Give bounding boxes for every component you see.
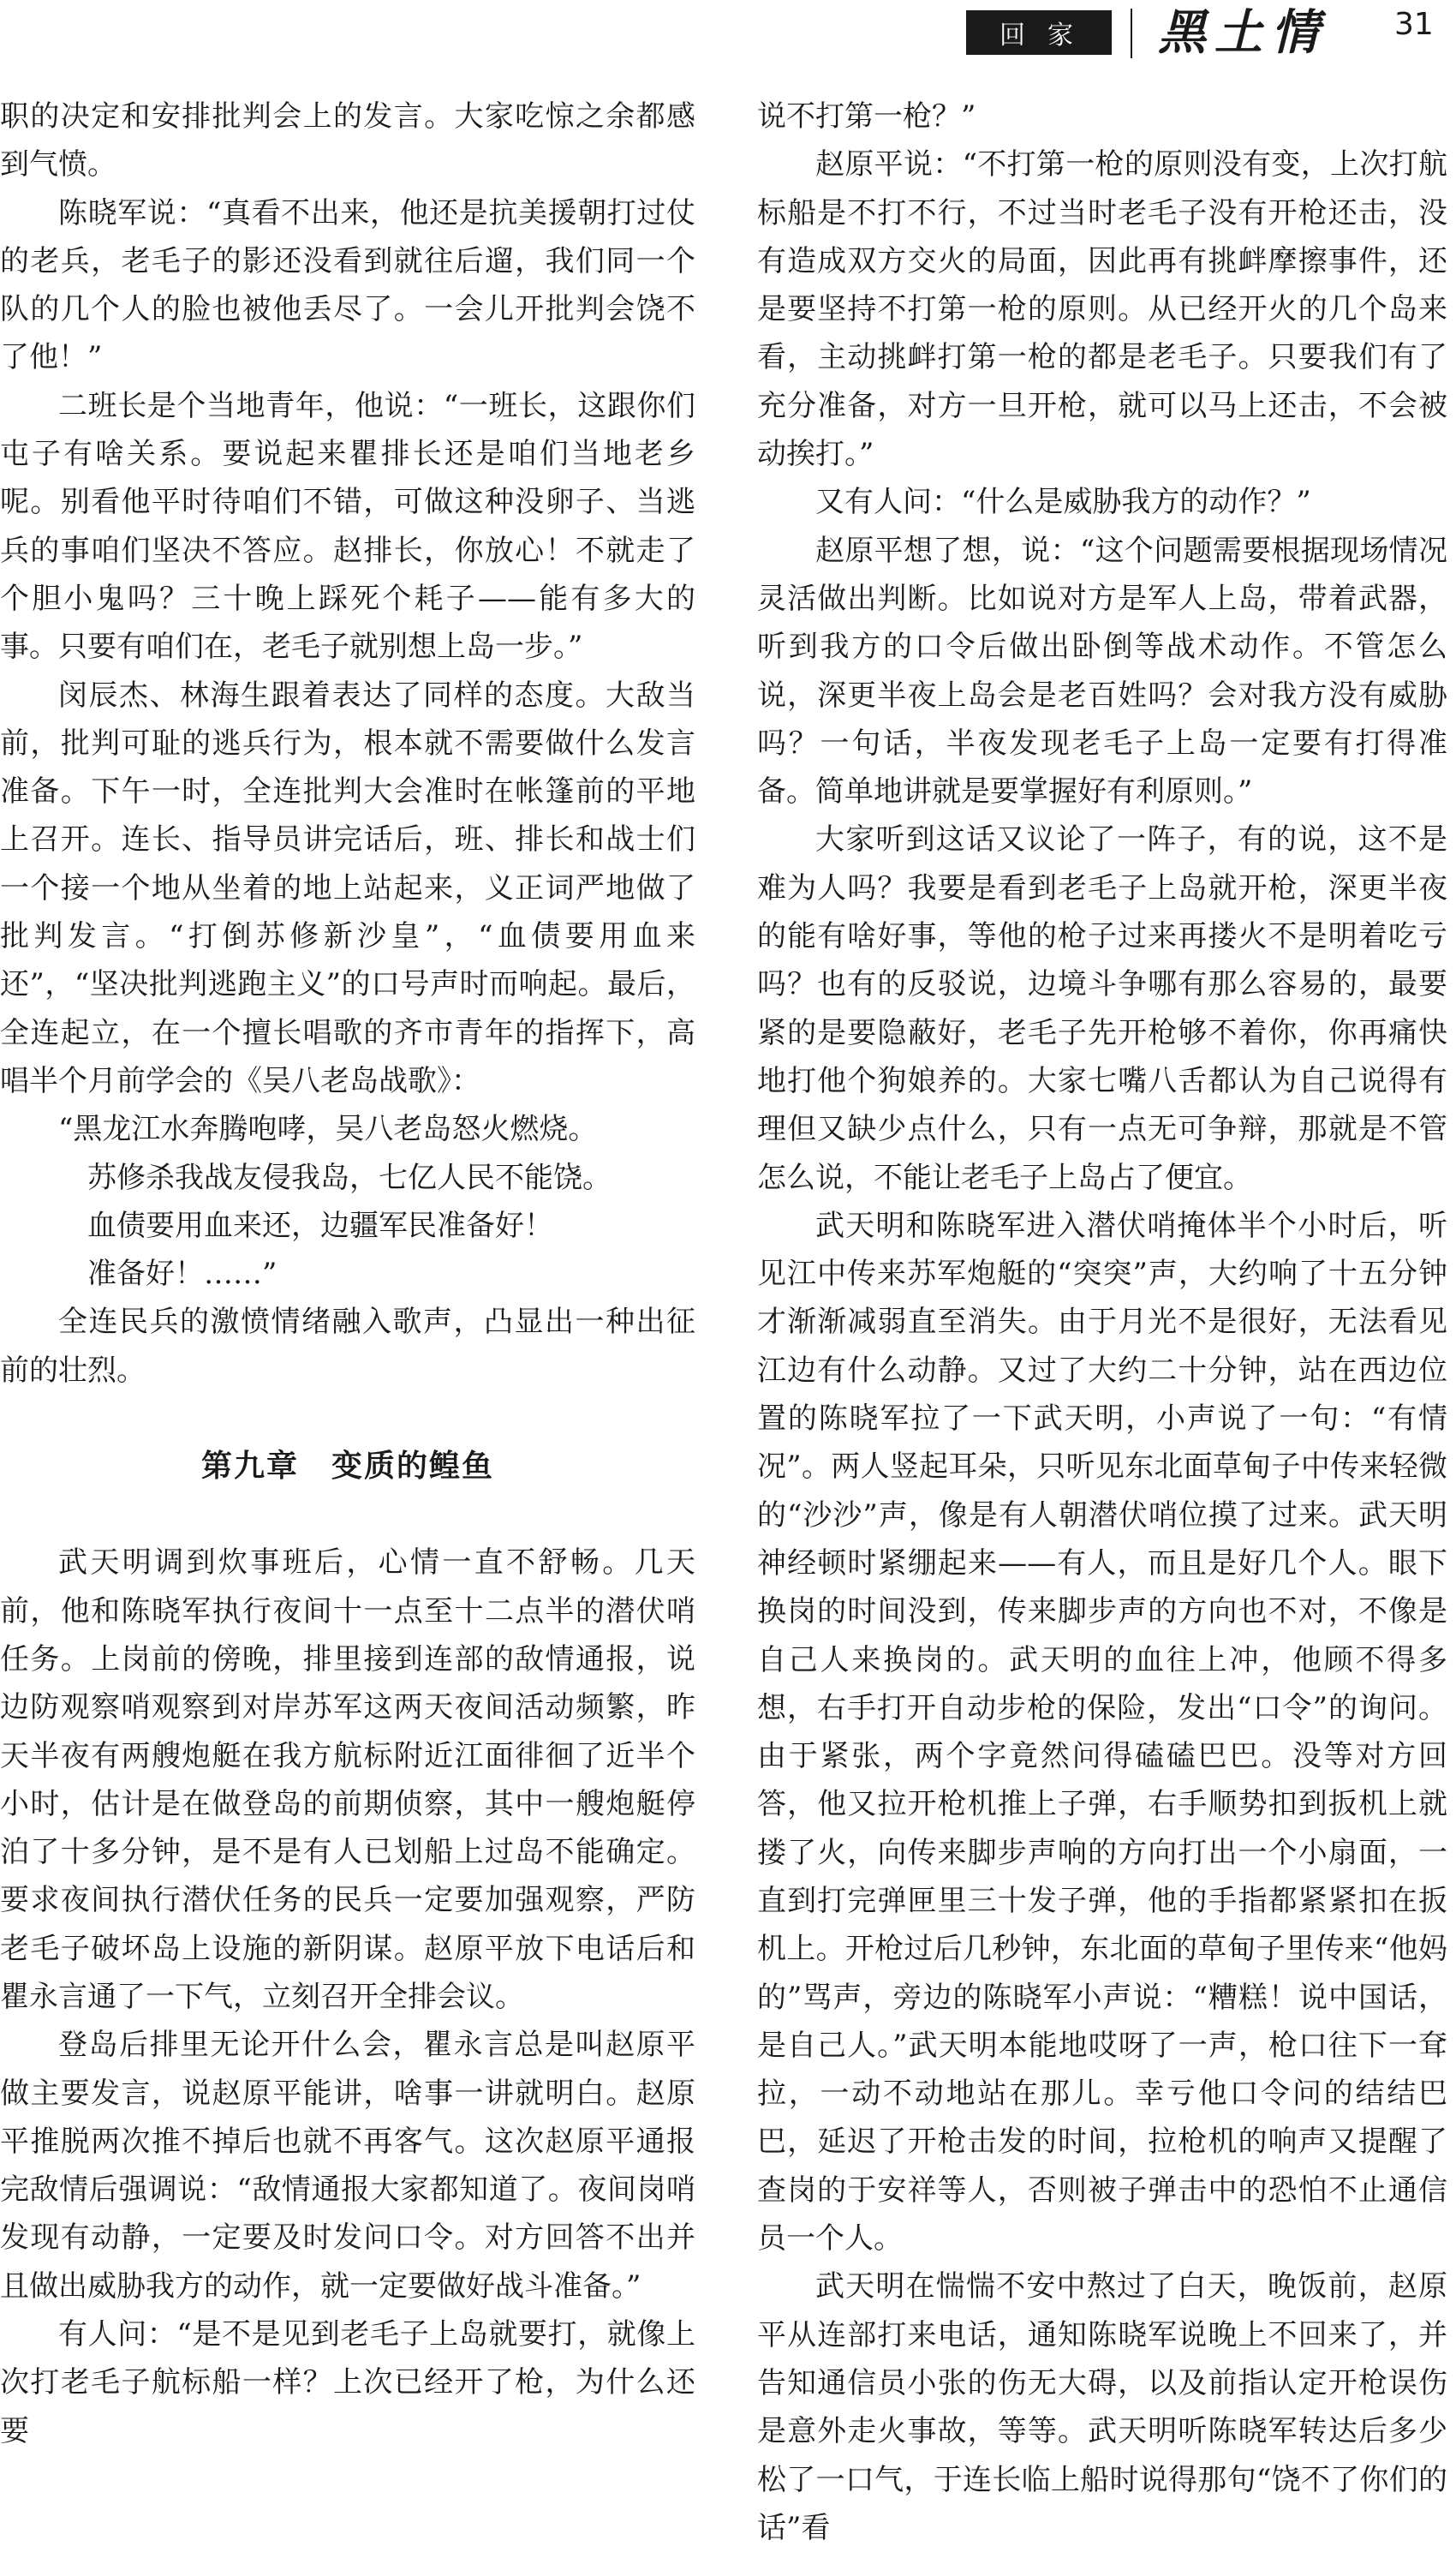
paragraph: 武天明在惴惴不安中熬过了白天，晚饭前，赵原平从连部打来电话，通知陈晓军说晚上不回来了，并告知通信员小张的伤无大碍，以及前指认定开枪误伤是意外走火事故，等等。武天明听陈晓军转达后多少松了一口气，于连长临上船时说得那句“饶不了你们的话”看 xyxy=(757,2269,1447,2545)
left-column xyxy=(0,93,695,2455)
header-divider xyxy=(1131,9,1132,58)
paragraph: 又有人问：“什么是威胁我方的动作？” xyxy=(815,485,1311,520)
paragraph: 赵原平想了想，说：“这个问题需要根据现场情况灵活做出判断。比如说对方是军人上岛，带着武器，听到我方的口令后做出卧倒等战术动作。不管怎么说，深更半夜上岛会是老百姓吗？会对我方没有威胁吗？一句话，半夜发现老毛子上岛一定要有打得准备。简单地讲就是要掌握好有利原则。” xyxy=(757,533,1447,810)
paragraph: 职的决定和安排批判会上的发言。大家吃惊之余都感到气愤。 xyxy=(0,99,695,182)
section-tag: 回家 xyxy=(966,10,1112,55)
song-line: 苏修杀我战友侵我岛，七亿人民不能饶。 xyxy=(87,1160,612,1195)
song-line: 血债要用血来还，边疆军民准备好！ xyxy=(87,1208,553,1243)
page-header xyxy=(0,0,1456,69)
paragraph: 说不打第一枪？” xyxy=(757,99,976,134)
paragraph: 大家听到这话又议论了一阵子，有的说，这不是难为人吗？我要是看到老毛子上岛就开枪，深更半夜的能有啥好事，等他的枪子过来再搂火不是明着吃亏吗？也有的反驳说，边境斗争哪有那么容易的，最要紧的是要隐蔽好，老毛子先开枪够不着你，你再痛快地打他个狗娘养的。大家七嘴八舌都认为自己说得有理但又缺少点什么，只有一点无可争辩，那就是不管怎么说，不能让老毛子上岛占了便宜。 xyxy=(757,822,1447,1195)
paragraph: 登岛后排里无论开什么会，瞿永言总是叫赵原平做主要发言，说赵原平能讲，啥事一讲就明白。赵原平推脱两次推不掉后也就不再客气。这次赵原平通报完敌情后强调说：“敌情通报大家都知道了。夜间岗哨发现有动静，一定要及时发问口令。对方回答不出并且做出威胁我方的动作，就一定要做好战斗准备。” xyxy=(0,2028,695,2304)
paragraph: 陈晓军说：“真看不出来，他还是抗美援朝打过仗的老兵，老毛子的影还没看到就往后遛，我们同一个队的几个人的脸也被他丢尽了。一会儿开批判会饶不了他！” xyxy=(0,195,695,375)
page-number: 31 xyxy=(1394,7,1434,42)
magazine-title: 黑土情 xyxy=(1158,4,1328,61)
paragraph: 赵原平说：“不打第一枪的原则没有变，上次打航标船是不打不行，不过当时老毛子没有开枪还击，没有造成双方交火的局面，因此再有挑衅摩擦事件，还是要坚持不打第一枪的原则。从已经开火的几个岛来看，主动挑衅打第一枪的都是老毛子。只要我们有了充分准备，对方一旦开枪，就可以马上还击，不会被动挨打。” xyxy=(757,147,1447,472)
right-column xyxy=(757,93,1447,2552)
paragraph: 二班长是个当地青年，他说：“一班长，这跟你们屯子有啥关系。要说起来瞿排长还是咱们当地老乡呢。别看他平时待咱们不错，可做这种没卵子、当逃兵的事咱们坚决不答应。赵排长，你放心！不就走了个胆小鬼吗？三十晚上踩死个耗子——能有多大的事。只要有咱们在，老毛子就别想上岛一步。” xyxy=(0,388,695,665)
song-line: 准备好！……” xyxy=(87,1257,277,1292)
paragraph: 有人问：“是不是见到老毛子上岛就要打，就像上次打老毛子航标船一样？上次已经开了枪，为什么还要 xyxy=(0,2317,695,2448)
chapter-title: 第九章 变质的鳇鱼 xyxy=(200,1449,494,1485)
paragraph: 全连民兵的激愤情绪融入歌声，凸显出一种出征前的壮烈。 xyxy=(0,1305,695,1388)
paragraph: 武天明和陈晓军进入潜伏哨掩体半个小时后，听见江中传来苏军炮艇的“突突”声，大约响了十五分钟才渐渐减弱直至消失。由于月光不是很好，无法看见江边有什么动静。又过了大约二十分钟，站在西边位置的陈晓军拉了一下武天明，小声说了一句：“有情况”。两人竖起耳朵，只听见东北面草甸子中传来轻微的“沙沙”声，像是有人朝潜伏哨位摸了过来。武天明神经顿时紧绷起来——有人，而且是好几个人。眼下换岗的时间没到，传来脚步声的方向也不对，不像是自己人来换岗的。武天明的血往上冲，他顾不得多想，右手打开自动步枪的保险，发出“口令”的询问。由于紧张，两个字竟然问得磕磕巴巴。没等对方回答，他又拉开枪机推上子弹，右手顺势扣到扳机上就搂了火，向传来脚步声响的方向打出一个小扇面，一直到打完弹匣里三十发子弹，他的手指都紧紧扣在扳机上。开枪过后几秒钟，东北面的草甸子里传来“他妈的”骂声，旁边的陈晓军小声说：“糟糕！说中国话，是自己人。”武天明本能地哎呀了一声，枪口往下一耷拉，一动不动地站在那儿。幸亏他口令问的结结巴巴，延迟了开枪击发的时间，拉枪机的响声又提醒了查岗的于安祥等人，否则被子弹击中的恐怕不止通信员一个人。 xyxy=(757,1208,1447,2256)
paragraph: 武天明调到炊事班后，心情一直不舒畅。几天前，他和陈晓军执行夜间十一点至十二点半的潜伏哨任务。上岗前的傍晚，排里接到连部的敌情通报，说边防观察哨观察到对岸苏军这两天夜间活动频繁，昨天半夜有两艘炮艇在我方航标附近江面徘徊了近半个小时，估计是在做登岛的前期侦察，其中一艘炮艇停泊了十多分钟，是不是有人已划船上过岛不能确定。要求夜间执行潜伏任务的民兵一定要加强观察，严防老毛子破坏岛上设施的新阴谋。赵原平放下电话后和瞿永言通了一下气，立刻召开全排会议。 xyxy=(0,1545,695,2014)
song-line: “黑龙江水奔腾咆哮，吴八老岛怒火燃烧。 xyxy=(58,1112,598,1147)
paragraph: 闵辰杰、林海生跟着表达了同样的态度。大敌当前，批判可耻的逃兵行为，根本就不需要做什么发言准备。下午一时，全连批判大会准时在帐篷前的平地上召开。连长、指导员讲完话后，班、排长和战士们一个接一个地从坐着的地上站起来，义正词严地做了批判发言。“打倒苏修新沙皇”，“血债要用血来还”，“坚决批判逃跑主义”的口号声时而响起。最后，全连起立，在一个擅长唱歌的齐市青年的指挥下，高唱半个月前学会的《吴八老岛战歌》： xyxy=(0,678,695,1098)
